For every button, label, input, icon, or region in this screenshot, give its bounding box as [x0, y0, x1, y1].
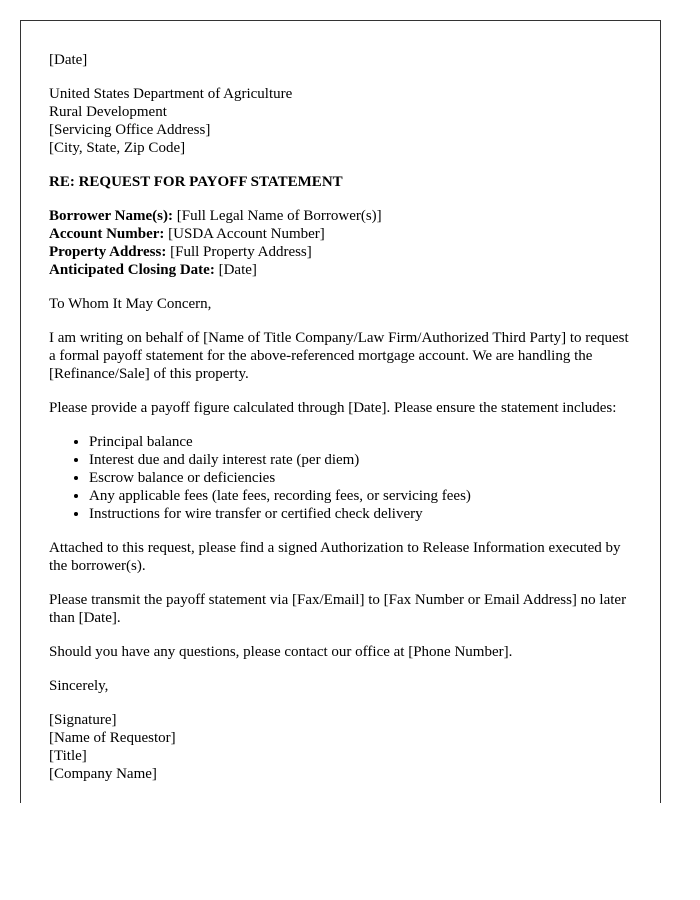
- recipient-line: Rural Development: [49, 104, 167, 120]
- body-paragraph: Attached to this request, please find a signed Authorization to Release Information executed by the borrower(s).: [49, 540, 621, 574]
- list-item: • Principal balance: [89, 433, 632, 451]
- body-paragraph: Please transmit the payoff statement via [Fax/Email] to [Fax Number or Email Address] no later than [Date].: [49, 592, 627, 626]
- closing: Sincerely,: [49, 678, 109, 694]
- body-paragraph: I am writing on behalf of [Name of Title Company/Law Firm/Authorized Third Party] to request a formal payoff statement for the above-referenced mortgage account. We are handling the [Refinance/Sale] of this property.: [49, 330, 629, 382]
- signature-line: [Title]: [49, 748, 87, 764]
- recipient-line: United States Department of Agriculture: [49, 86, 293, 102]
- subject-text: RE: REQUEST FOR PAYOFF STATEMENT: [49, 174, 343, 190]
- field-value: [Full Property Address]: [166, 244, 312, 260]
- salutation: To Whom It May Concern,: [49, 296, 212, 312]
- account-fields: [49, 207, 632, 279]
- body-paragraph: Please provide a payoff figure calculated through [Date]. Please ensure the statement includes:: [49, 400, 617, 416]
- requirements-list: [49, 433, 632, 523]
- field-value: [Date]: [214, 262, 257, 278]
- signature-line: [Name of Requestor]: [49, 730, 176, 746]
- recipient-line: [Servicing Office Address]: [49, 122, 211, 138]
- field-label: Account Number:: [49, 226, 165, 242]
- signature-line: [Signature]: [49, 712, 117, 728]
- field-label: Property Address:: [49, 244, 167, 260]
- subject-line: [49, 173, 632, 191]
- letter-date: [Date]: [49, 52, 88, 68]
- field-label: Borrower Name(s):: [49, 208, 173, 224]
- list-item: • Escrow balance or deficiencies: [89, 469, 632, 487]
- signature-line: [Company Name]: [49, 766, 157, 782]
- list-item: • Interest due and daily interest rate (per diem): [89, 451, 632, 469]
- body-paragraph: Should you have any questions, please contact our office at [Phone Number].: [49, 644, 513, 660]
- recipient-line: [City, State, Zip Code]: [49, 140, 186, 156]
- list-item: • Any applicable fees (late fees, recording fees, or servicing fees): [89, 487, 632, 505]
- letter-page: [20, 20, 661, 803]
- recipient-address: [49, 85, 632, 157]
- field-value: [USDA Account Number]: [164, 226, 325, 242]
- signature-block: [49, 711, 632, 783]
- field-value: [Full Legal Name of Borrower(s)]: [172, 208, 382, 224]
- field-label: Anticipated Closing Date:: [49, 262, 215, 278]
- list-item: • Instructions for wire transfer or certified check delivery: [89, 505, 632, 523]
